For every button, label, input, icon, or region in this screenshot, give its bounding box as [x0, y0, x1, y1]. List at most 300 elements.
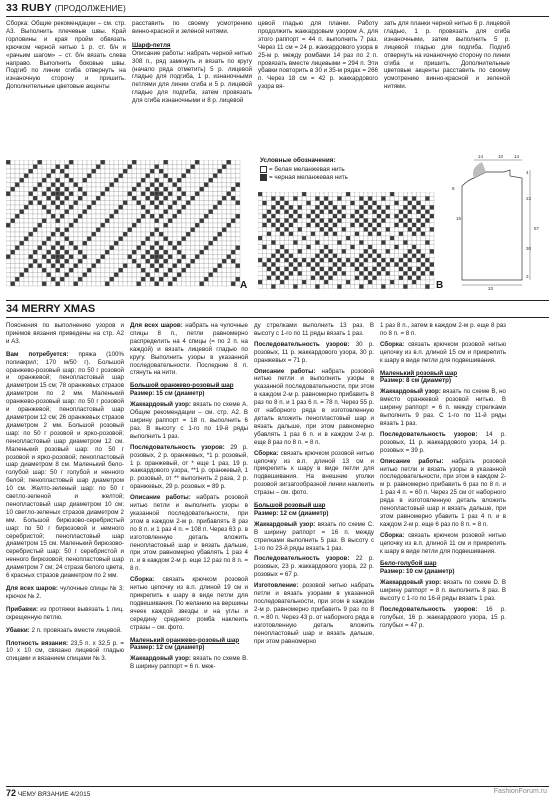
chart-cell: [204, 192, 209, 197]
chart-cell: [182, 174, 187, 179]
chart-cell: [155, 174, 160, 179]
legend-black: [260, 174, 348, 183]
chart-cell: [324, 245, 328, 249]
chart-cell: [20, 282, 25, 287]
chart-cell: [137, 228, 142, 233]
chart-cell: [276, 223, 280, 227]
chart-cell: [390, 232, 394, 236]
chart-cell: [289, 280, 293, 284]
chart-cell: [78, 250, 83, 255]
chart-cell: [128, 192, 133, 197]
chart-cell: [51, 273, 56, 278]
chart-cell: [155, 246, 160, 251]
chart-cell: [231, 183, 236, 188]
section-title: [6, 303, 95, 315]
chart-cell: [320, 254, 324, 258]
chart-cell: [381, 276, 385, 280]
chart-cell: [128, 246, 133, 251]
chart-cell: [267, 267, 271, 271]
chart-cell: [114, 183, 119, 188]
chart-cell: [119, 223, 124, 228]
chart-cell: [11, 201, 16, 206]
chart-cell: [159, 165, 164, 170]
chart-cell: [209, 192, 214, 197]
chart-cell: [231, 273, 236, 278]
chart-cell: [333, 254, 337, 258]
chart-cell: [186, 196, 191, 201]
chart-cell: [101, 250, 106, 255]
chart-cell: [222, 273, 227, 278]
chart-cell: [150, 250, 155, 255]
chart-cell: [87, 178, 92, 183]
schema-h7: 33: [488, 286, 494, 291]
chart-cell: [236, 205, 241, 210]
chart-cell: [390, 223, 394, 227]
chart-cell: [123, 178, 128, 183]
chart-cell: [328, 210, 332, 214]
chart-cell: [65, 264, 70, 269]
chart-cell: [403, 210, 407, 214]
chart-cell: [186, 282, 191, 287]
chart-cell: [386, 245, 390, 249]
chart-cell: [209, 174, 214, 179]
chart-cell: [123, 282, 128, 287]
chart-cell: [320, 210, 324, 214]
chart-cell: [159, 237, 164, 242]
chart-cell: [289, 267, 293, 271]
chart-cell: [110, 214, 115, 219]
chart-cell: [150, 255, 155, 260]
chart-cell: [33, 273, 38, 278]
chart-cell: [74, 277, 79, 282]
chart-cell: [105, 183, 110, 188]
chart-cell: [236, 201, 241, 206]
chart-cell: [186, 192, 191, 197]
chart-cell: [60, 223, 65, 228]
chart-cell: [227, 223, 232, 228]
chart-cell: [51, 169, 56, 174]
chart-cell: [92, 201, 97, 206]
sequence-title-1: Последовательность узоров:: [130, 443, 225, 451]
chart-cell: [33, 268, 38, 273]
chart-cell: [56, 277, 61, 282]
chart-cell: [200, 183, 205, 188]
chart-cell: [227, 160, 232, 165]
chart-cell: [315, 271, 319, 275]
chart-cell: [87, 273, 92, 278]
chart-cell: [168, 178, 173, 183]
chart-cell: [132, 255, 137, 260]
chart-cell: [298, 192, 302, 196]
chart-cell: [38, 183, 43, 188]
chart-cell: [355, 280, 359, 284]
chart-cell: [105, 237, 110, 242]
chart-cell: [87, 201, 92, 206]
chart-cell: [258, 240, 262, 244]
chart-cell: [128, 187, 133, 192]
chart-cell: [390, 236, 394, 240]
chart-cell: [302, 218, 306, 222]
chart-cell: [141, 196, 146, 201]
chart-cell: [60, 264, 65, 269]
chart-cell: [74, 264, 79, 269]
chart-cell: [51, 232, 56, 237]
chart-cell: [342, 218, 346, 222]
chart-cell: [65, 205, 70, 210]
chart-cell: [69, 160, 74, 165]
chart-cell: [42, 232, 47, 237]
chart-cell: [11, 250, 16, 255]
chart-cell: [56, 273, 61, 278]
chart-cell: [355, 196, 359, 200]
chart-cell: [425, 214, 429, 218]
chart-cell: [132, 282, 137, 287]
chart-cell: [168, 196, 173, 201]
chart-cell: [173, 232, 178, 237]
chart-cell: [200, 232, 205, 237]
chart-cell: [6, 192, 11, 197]
chart-cell: [173, 273, 178, 278]
chart-cell: [6, 223, 11, 228]
chart-cell: [284, 276, 288, 280]
chart-cell: [29, 255, 34, 260]
chart-cell: [204, 232, 209, 237]
chart-cell: [38, 250, 43, 255]
chart-cell: [110, 219, 115, 224]
chart-cell: [280, 210, 284, 214]
chart-cell: [42, 183, 47, 188]
chart-cell: [209, 241, 214, 246]
chart-cell: [101, 277, 106, 282]
chart-cell: [11, 165, 16, 170]
chart-cell: [74, 174, 79, 179]
chart-cell: [47, 169, 52, 174]
chart-cell: [78, 187, 83, 192]
chart-cell: [155, 228, 160, 233]
chart-cell: [132, 268, 137, 273]
chart-cell: [141, 169, 146, 174]
chart-cell: [284, 236, 288, 240]
chart-cell: [284, 254, 288, 258]
chart-cell: [412, 196, 416, 200]
chart-cell: [168, 210, 173, 215]
chart-cell: [209, 201, 214, 206]
chart-cell: [87, 169, 92, 174]
chart-cell: [182, 210, 187, 215]
chart-cell: [298, 254, 302, 258]
chart-cell: [92, 160, 97, 165]
chart-cell: [280, 218, 284, 222]
chart-cell: [276, 276, 280, 280]
chart-cell: [416, 245, 420, 249]
chart-cell: [42, 178, 47, 183]
header-number: 33: [6, 2, 19, 14]
chart-cell: [236, 196, 241, 201]
chart-cell: [284, 210, 288, 214]
chart-cell: [128, 232, 133, 237]
chart-cell: [168, 223, 173, 228]
chart-cell: [173, 196, 178, 201]
chart-cell: [324, 262, 328, 266]
chart-cell: [381, 205, 385, 209]
chart-cell: [355, 284, 359, 288]
chart-cell: [92, 241, 97, 246]
chart-cell: [298, 284, 302, 288]
chart-cell: [381, 258, 385, 262]
chart-cell: [416, 218, 420, 222]
chart-cell: [96, 277, 101, 282]
chart-cell: [47, 232, 52, 237]
chart-cell: [128, 277, 133, 282]
chart-cell: [399, 201, 403, 205]
chart-cell: [168, 273, 173, 278]
chart-cell: [390, 227, 394, 231]
chart-cell: [159, 241, 164, 246]
chart-cell: [69, 259, 74, 264]
sequence-text-5: 16 р. голубых, 16 р. жаккардового узора, 15 р. голубых = 47 р.: [380, 606, 506, 629]
chart-cell: [258, 284, 262, 288]
chart-cell: [213, 241, 218, 246]
chart-cell: [164, 174, 169, 179]
chart-cell: [213, 174, 218, 179]
chart-cell: [20, 277, 25, 282]
chart-cell: [315, 232, 319, 236]
chart-cell: [200, 255, 205, 260]
chart-cell: [110, 255, 115, 260]
chart-cell: [60, 232, 65, 237]
chart-cell: [96, 183, 101, 188]
chart-cell: [168, 192, 173, 197]
chart-cell: [29, 165, 34, 170]
chart-cell: [83, 255, 88, 260]
chart-cell: [105, 232, 110, 237]
chart-cell: [159, 178, 164, 183]
chart-cell: [78, 255, 83, 260]
chart-cell: [6, 201, 11, 206]
chart-cell: [262, 249, 266, 253]
chart-cell: [123, 201, 128, 206]
chart-cell: [311, 254, 315, 258]
chart-cell: [123, 174, 128, 179]
chart-cell: [346, 236, 350, 240]
chart-cell: [258, 214, 262, 218]
chart-cell: [381, 201, 385, 205]
chart-cell: [92, 232, 97, 237]
chart-cell: [346, 258, 350, 262]
chart-cell: [306, 249, 310, 253]
chart-cell: [168, 255, 173, 260]
small-pink-size: Размер: 8 см (диаметр): [380, 377, 451, 385]
chart-cell: [29, 228, 34, 233]
chart-cell: [311, 245, 315, 249]
chart-cell: [342, 196, 346, 200]
chart-cell: [105, 282, 110, 287]
chart-cell: [20, 183, 25, 188]
chart-cell: [29, 237, 34, 242]
chart-cell: [416, 210, 420, 214]
chart-cell: [421, 236, 425, 240]
chart-cell: [328, 232, 332, 236]
chart-cell: [114, 232, 119, 237]
chart-cell: [289, 258, 293, 262]
chart-cell: [262, 276, 266, 280]
chart-cell: [359, 284, 363, 288]
chart-cell: [350, 280, 354, 284]
chart-cell: [320, 276, 324, 280]
chart-cell: [342, 249, 346, 253]
chart-cell: [346, 201, 350, 205]
chart-cell: [87, 241, 92, 246]
chart-cell: [69, 268, 74, 273]
chart-cell: [132, 183, 137, 188]
chart-cell: [92, 174, 97, 179]
chart-cell: [200, 237, 205, 242]
chart-cell: [280, 267, 284, 271]
chart-cell: [123, 268, 128, 273]
chart-cell: [69, 237, 74, 242]
chart-cell: [65, 192, 70, 197]
chart-cell: [218, 210, 223, 215]
chart-cell: [182, 277, 187, 282]
chart-cell: [141, 187, 146, 192]
chart-cell: [24, 192, 29, 197]
chart-cell: [364, 196, 368, 200]
chart-cell: [227, 187, 232, 192]
chart-cell: [96, 165, 101, 170]
schema-h5: 15: [456, 216, 462, 221]
chart-cell: [333, 271, 337, 275]
chart-cell: [430, 205, 434, 209]
chart-cell: [191, 169, 196, 174]
chart-cell: [276, 196, 280, 200]
header-continued: (ПРОДОЛЖЕНИЕ): [54, 4, 126, 13]
chart-cell: [110, 160, 115, 165]
big-orange-size: Размер: 15 см (диаметр): [130, 390, 205, 398]
chart-cell: [227, 214, 232, 219]
chart-b-label: B: [436, 280, 444, 291]
chart-cell: [123, 232, 128, 237]
chart-cell: [159, 214, 164, 219]
chart-cell: [333, 280, 337, 284]
chart-cell: [267, 227, 271, 231]
chart-cell: [105, 268, 110, 273]
chart-cell: [364, 210, 368, 214]
chart-cell: [51, 160, 56, 165]
chart-cell: [271, 205, 275, 209]
chart-cell: [155, 268, 160, 273]
sequence-title-5: Последовательность узоров:: [380, 606, 478, 613]
chart-cell: [267, 249, 271, 253]
chart-cell: [65, 187, 70, 192]
chart-cell: [191, 183, 196, 188]
chart-cell: [182, 192, 187, 197]
chart-cell: [284, 249, 288, 253]
chart-cell: [20, 228, 25, 233]
chart-cell: [289, 245, 293, 249]
chart-cell: [168, 165, 173, 170]
chart-cell: [164, 237, 169, 242]
chart-cell: [87, 196, 92, 201]
chart-cell: [195, 219, 200, 224]
chart-cell: [96, 232, 101, 237]
chart-cell: [416, 254, 420, 258]
chart-cell: [146, 259, 151, 264]
chart-cell: [164, 214, 169, 219]
schema-w3: 14: [514, 154, 520, 159]
chart-cell: [262, 254, 266, 258]
chart-cell: [311, 267, 315, 271]
chart-cell: [209, 214, 214, 219]
chart-cell: [33, 237, 38, 242]
chart-cell: [155, 205, 160, 210]
chart-cell: [29, 282, 34, 287]
chart-cell: [47, 201, 52, 206]
chart-cell: [177, 201, 182, 206]
chart-cell: [11, 277, 16, 282]
chart-cell: [350, 192, 354, 196]
chart-cell: [204, 205, 209, 210]
chart-cell: [320, 201, 324, 205]
chart-cell: [346, 196, 350, 200]
chart-cell: [110, 232, 115, 237]
chart-cell: [186, 205, 191, 210]
chart-cell: [60, 246, 65, 251]
chart-cell: [24, 223, 29, 228]
chart-cell: [231, 214, 236, 219]
chart-cell: [271, 267, 275, 271]
chart-cell: [150, 228, 155, 233]
chart-cell: [146, 187, 151, 192]
chart-cell: [60, 237, 65, 242]
chart-cell: [105, 178, 110, 183]
chart-cell: [132, 165, 137, 170]
chart-cell: [150, 201, 155, 206]
chart-cell: [105, 273, 110, 278]
chart-cell: [11, 210, 16, 215]
chart-cell: [60, 178, 65, 183]
chart-cell: [191, 219, 196, 224]
chart-cell: [350, 205, 354, 209]
chart-cell: [355, 201, 359, 205]
chart-cell: [399, 210, 403, 214]
chart-cell: [150, 246, 155, 251]
chart-cell: [173, 201, 178, 206]
page-number: 72: [6, 788, 17, 798]
chart-cell: [200, 169, 205, 174]
chart-cell: [141, 160, 146, 165]
chart-cell: [87, 277, 92, 282]
chart-cell: [15, 169, 20, 174]
chart-cell: [92, 277, 97, 282]
chart-cell: [20, 165, 25, 170]
chart-cell: [293, 227, 297, 231]
chart-cell: [302, 249, 306, 253]
chart-cell: [200, 178, 205, 183]
chart-cell: [65, 250, 70, 255]
chart-cell: [168, 214, 173, 219]
chart-cell: [394, 192, 398, 196]
chart-cell: [164, 210, 169, 215]
chart-cell: [47, 192, 52, 197]
chart-cell: [87, 264, 92, 269]
chart-cell: [408, 262, 412, 266]
chart-cell: [110, 169, 115, 174]
chart-cell: [262, 236, 266, 240]
jacquard-text-4: вязать по схеме В, но вместо оранжевой розовой нитью. В ширину раппорт = 6 п. между стрелками выполнить 9 раз. С 1-го по 11-й ряды вязать 1 раз.: [380, 388, 506, 427]
chart-cell: [377, 205, 381, 209]
chart-cell: [222, 237, 227, 242]
chart-cell: [24, 196, 29, 201]
